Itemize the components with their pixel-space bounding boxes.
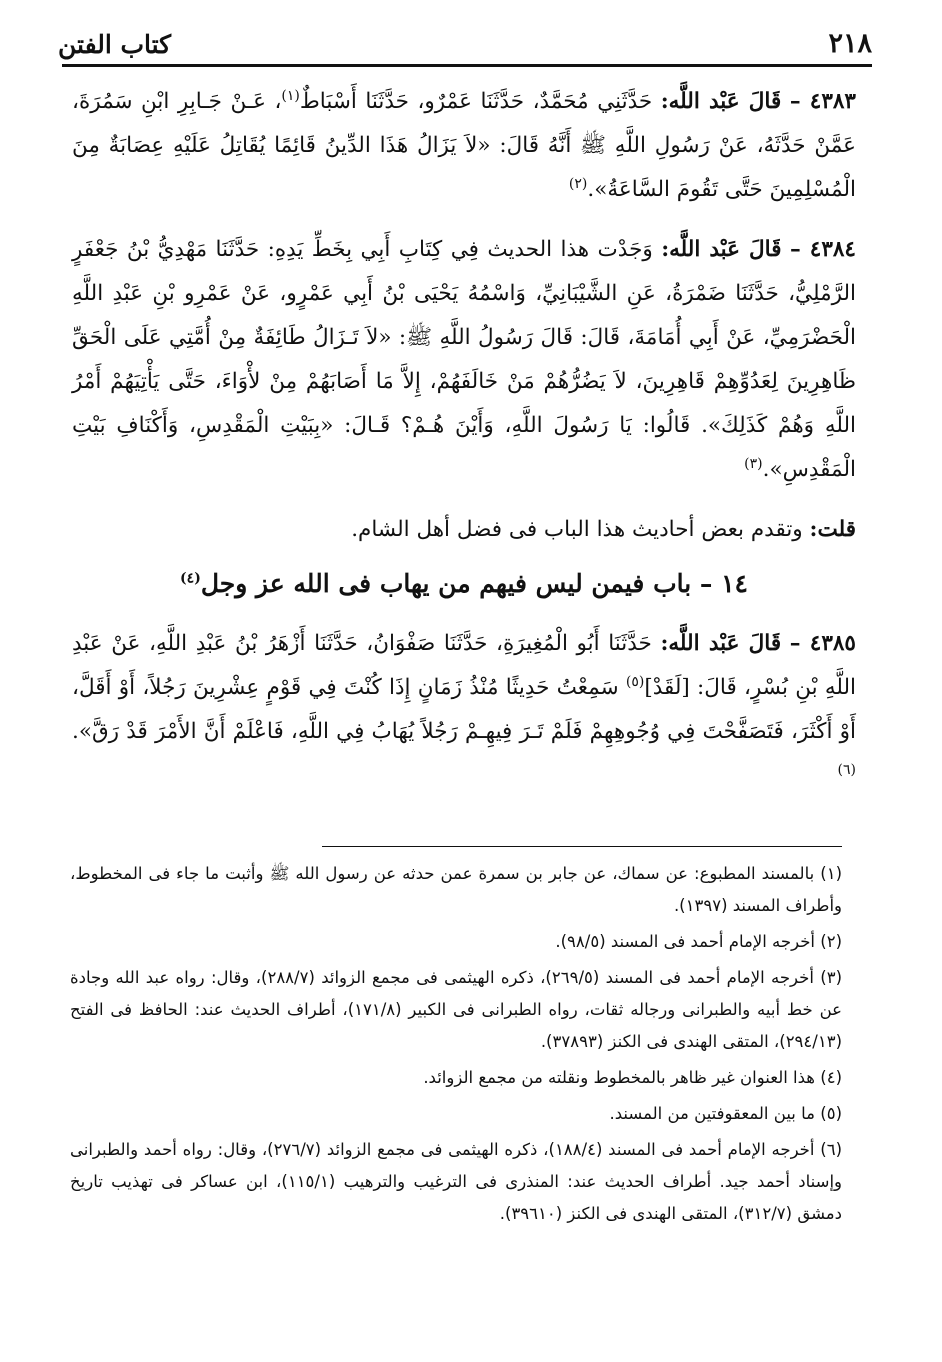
- hadith-speaker: قَالَ عَبْد اللَّه:: [660, 631, 782, 656]
- footnote-1: (١) بالمسند المطبوع: عن سماك، عن جابر بن سمرة عمن حدثه عن رسول الله ﷺ وأثبت ما جاء فى المخطوط، وأطراف المسند (١٣٩٧).: [70, 864, 842, 915]
- footnote-ref: (٤): [180, 570, 201, 587]
- footnote-5: (٥) ما بين المعقوفتين من المسند.: [609, 1104, 842, 1123]
- hadith-text: حَدَّثَنَا أَبُو الْمُغِيرَةِ، حَدَّثَنَا صَفْوَانُ، حَدَّثَنَا أَزْهَرُ بْنُ عَبْدِ اللَّهِ، عَنْ عَبْدِ اللَّهِ بْنِ بُسْرٍ، قَالَ: [لَقَدْ]: [72, 631, 856, 700]
- hadith-text: حَدَّثَنِي مُحَمَّدٌ، حَدَّثَنَا عَمْرٌو، حَدَّثَنَا أَسْبَاطٌ: [299, 89, 653, 114]
- footnote-ref: (١): [281, 87, 300, 104]
- footnotes: [70, 858, 842, 1234]
- footnote-4: (٤) هذا العنوان غير ظاهر بالمخطوط ونقلته من مجمع الزوائد.: [423, 1068, 842, 1087]
- editor-note: [72, 508, 856, 552]
- hadith-4383: [72, 80, 856, 212]
- hadith-text: وَجَدْت هذا الحديث فِي كِتَابِ أَبِي بِخَطِّ يَدِهِ: حَدَّثَنَا مَهْدِيُّ بْنُ جَعْفَرٍ الرَّمْلِيُّ، حَدَّثَنَا ضَمْرَةُ، عَنِ الشَّيْبَانِيِّ، وَاسْمُهُ يَحْيَى بْنُ أَبِي عَمْرٍو، عَنْ عَمْرِو بْنِ عَبْدِ اللَّهِ الْحَضْرَمِيِّ، عَنْ أَبِي أُمَامَةَ، قَالَ: قَالَ رَسُولُ اللَّهِ ﷺ: «لاَ تَـزَالُ طَائِفَةٌ مِنْ أُمَّتِي عَلَى الْحَقِّ ظَاهِرِينَ لِعَدُوِّهِمْ قَاهِرِينَ، لاَ يَضُرُّهُمْ مَنْ خَالَفَهُمْ، إِلاَّ مَا أَصَابَهُمْ مِنْ لأْوَاءَ، حَتَّى يَأْتِيَهُمْ أَمْرُ اللَّهِ وَهُمْ كَذَلِكَ». قَالُوا: يَا رَسُولَ اللَّهِ، وَأَيْنَ هُـمْ؟ قَـالَ: «بِبَيْتِ الْمَقْدِسِ، وَأَكْنَافِ بَيْتِ الْمَقْدِسِ».: [72, 237, 856, 482]
- footnote-2: (٢) أخرجه الإمام أحمد فى المسند (٩٨/٥).: [555, 932, 842, 951]
- footnote-ref: (٥): [625, 673, 645, 690]
- hadith-number: ٤٣٨٥ –: [789, 631, 856, 656]
- footnote-ref: (٢): [568, 175, 588, 192]
- footnote-3: (٣) أخرجه الإمام أحمد فى المسند (٢٦٩/٥)، ذكره الهيثمى فى مجمع الزوائد (٢٨٨/٧)، وقال: رواه عبد الله وجادة عن خط أبيه والطبرانى ورجاله ثقات، رواه الطبرانى فى الكبير (١٧١/٨)، أطراف الحديث عند: الحافظ فى الفتح (٢٩٤/١٣)، المتقى الهندى فى الكنز (٣٧٨٩٣).: [70, 968, 842, 1051]
- page-header: [58, 24, 872, 68]
- main-text: [72, 80, 856, 814]
- footnote-6: (٦) أخرجه الإمام أحمد فى المسند (١٨٨/٤)، ذكره الهيثمى فى مجمع الزوائد (٢٧٦/٧)، وقال: رواه أحمد والطبرانى وإسناد أحمد جيد. أطراف الحديث عند: المنذرى فى الترغيب والترهيب (١١٥/١)، ابن عساكر فى تهذيب تاريخ دمشق (٣١٢/٧)، المتقى الهندى فى الكنز (٣٩٦١٠).: [70, 1140, 842, 1223]
- hadith-4384: [72, 228, 856, 492]
- chapter-title: ١٤ – باب فيمن ليس فيهم من يهاب فى الله عز وجل: [200, 569, 748, 598]
- chapter-heading: [72, 562, 856, 606]
- hadith-4385: [72, 622, 856, 798]
- editor-note-text: وتقدم بعض أحاديث هذا الباب فى فضل أهل الشام.: [351, 517, 803, 542]
- hadith-text-continued: سَمِعْتُ حَدِيثًا مُنْذُ زَمَانٍ إِذَا كُنْتَ فِي قَوْمٍ عِشْرِينَ رَجُلاً، أَوْ أَقَلَّ، أَوْ أَكْثَرَ، فَتَصَفَّحْتَ فِي وُجُوهِهِمْ فَلَمْ تَـرَ فِيهِـمْ رَجُلاً يُهَابُ فِي اللَّهِ، فَاعْلَمْ أَنَّ الأَمْرَ قَدْ رَقَّ».: [72, 675, 856, 744]
- hadith-number: ٤٣٨٤ –: [789, 237, 856, 262]
- page-number: ٢١٨: [828, 28, 872, 59]
- footnote-ref: (٦): [837, 761, 856, 778]
- hadith-text-continued: ، عَـنْ جَـابِرِ ابْنِ سَمُرَةَ، عَمَّنْ حَدَّثَهُ، عَنْ رَسُولِ اللَّهِ ﷺ أَنَّهُ قَالَ: «لاَ يَزَالُ هَذَا الدِّينُ قَائِمًا يُقَاتِلُ عَلَيْهِ عِصَابَةٌ مِنَ الْمُسْلِمِينَ حَتَّى تَقُومَ السَّاعَةُ».: [72, 89, 856, 202]
- hadith-number: ٤٣٨٣ –: [789, 89, 856, 114]
- running-title: كتاب الفتن: [58, 30, 172, 59]
- hadith-speaker: قَالَ عَبْد اللَّه:: [661, 237, 782, 262]
- footnote-ref: (٣): [744, 455, 763, 472]
- footnote-separator: [322, 846, 842, 847]
- header-rule: [62, 64, 872, 67]
- hadith-speaker: قَالَ عَبْد اللَّه:: [660, 89, 782, 114]
- editor-note-label: قلت:: [809, 517, 856, 542]
